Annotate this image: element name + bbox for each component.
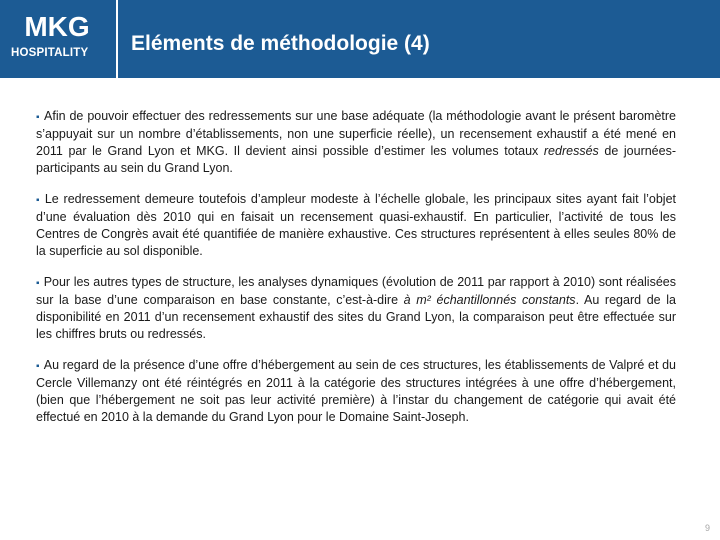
- header-bar: [0, 0, 720, 78]
- paragraph-text: . Au regard de la disponibilité en 2011 d’un recensement exhaustif des sites du Grand Lyon, la comparaison peut être effectuée sur les chiffres bruts ou redressés.: [36, 293, 676, 341]
- bullet-icon: ▪: [36, 361, 40, 372]
- logo: [0, 0, 116, 78]
- emphasis-text: redressés: [543, 144, 599, 158]
- mkg-logo-icon: [22, 11, 92, 41]
- bullet-icon: ▪: [36, 112, 41, 123]
- paragraph-text: Le redressement demeure toutefois d’ampleur modeste à l’échelle globale, les principaux sites ayant fait l’objet d’une évaluation dès 2010 qui en faisait un recensement quasi-exhaustif. En particulier, l’activité de tous les Centres de Congrès avait été quantifiée de manière exhaustive. Ces structures représentent à elles seules 80% de la superficie au sol disponible.: [36, 192, 677, 258]
- page-title: Eléments de méthodologie (4): [131, 32, 430, 55]
- paragraph-text: de journées-participants au sein du Grand Lyon.: [36, 144, 677, 175]
- paragraph-text: Au regard de la présence d’une offre d’hébergement au sein de ces structures, les établissements de Valpré et du Cercle Villemanzy ont été réintégrés en 2011 à la catégorie des structures intégrées à une offre d’hébergement, (bien que l’hébergement ne soit pas leur activité première) à l’instar du changement de catégorie qui avait été effectué en 2010 à la demande du Grand Lyon pour le Domaine Saint-Joseph.: [36, 358, 677, 424]
- logo-wordmark: HOSPITALITY: [11, 47, 89, 59]
- paragraph-text: Pour les autres types de structure, les analyses dynamiques (évolution de 2011 par rapport à 2010) sont réalisées sur la base d’une comparaison en base constante, c’est-à-dire: [36, 275, 676, 307]
- paragraph-1: [36, 108, 676, 177]
- body-content: [36, 108, 676, 440]
- emphasis-text: à m² échantillonnés constants: [403, 293, 576, 307]
- svg-text:MKG: MKG: [24, 11, 90, 41]
- bullet-icon: ▪: [36, 195, 41, 206]
- page-number: 9: [704, 523, 710, 533]
- paragraph-text: Afin de pouvoir effectuer des redressements sur une base adéquate (la méthodologie avant le présent baromètre s’appuyait sur un nombre d’établissements, non une superficie réelle), un recensement exhaustif a été mené en 2011 par le Grand Lyon et MKG. Il devient ainsi possible d’estimer les volumes totaux: [36, 109, 677, 158]
- header-divider: [116, 0, 118, 78]
- paragraph-3: [36, 274, 676, 343]
- paragraph-2: [36, 191, 676, 260]
- paragraph-4: [36, 357, 676, 426]
- bullet-icon: ▪: [36, 278, 40, 289]
